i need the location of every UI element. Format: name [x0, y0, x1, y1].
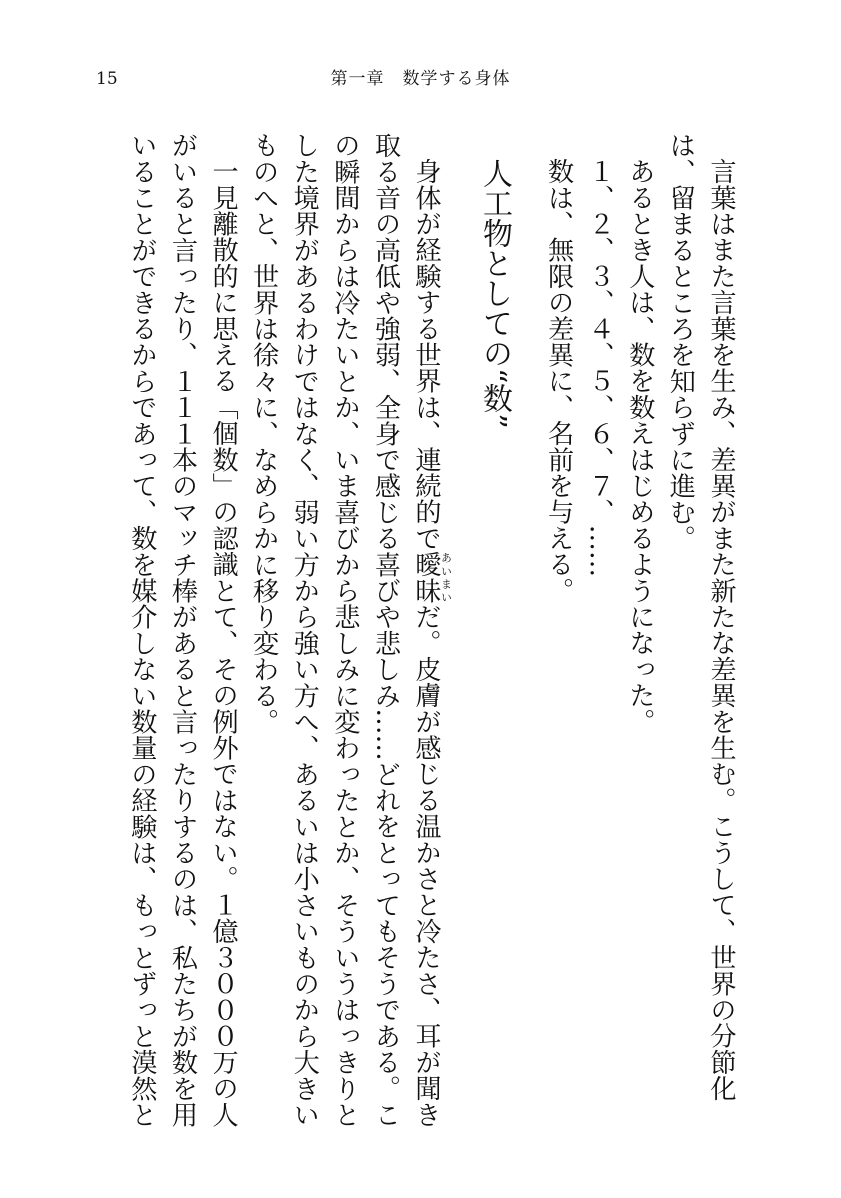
paragraph-5 — [243, 132, 452, 1132]
paragraph-3: １、２、３、４、５、６、７、…… — [584, 158, 615, 578]
paragraph-1: 言葉はまた言葉を生み、差異がまた新たな差異を生む。こうして、世界の分節化は、留まるところを知らずに進む。 — [665, 132, 736, 1102]
paragraph-2: あるとき人は、数を数えはじめるようになった。 — [624, 158, 655, 735]
vertical-body-text — [121, 132, 741, 1132]
paragraph-4: 数は、無限の差異に、名前を与える。 — [543, 158, 574, 604]
ruby-reading: あいまい — [439, 551, 453, 604]
section-heading-keyword: “数” — [477, 368, 513, 429]
page-number: 15 — [96, 69, 118, 89]
paragraph-5-start: 身体が経験する世界は、連続的で — [411, 158, 442, 552]
ruby-base: 曖昧 — [411, 551, 442, 604]
section-heading-prefix: 人工物としての — [477, 158, 513, 369]
section-heading — [477, 158, 512, 429]
paragraph-5-rest: だ。皮膚が感じる温かさと冷たさ、耳が聞き取る音の高低や強弱、全身で感じる喜びや悲しみ……どれをとってもそうである。この瞬間からは冷たいとか、いま喜びから悲しみに変わったとか、そういうはっきりとした境界があるわけではなく、弱い方から強い方へ、あるいは小さいものから大きいものへと、世界は徐々に、なめらかに移り変わる。 — [248, 132, 442, 1128]
section-heading-block — [452, 132, 538, 1132]
ruby-aimai — [411, 551, 453, 604]
paragraph-6: 一見離散的に思える「個数」の認識とて、その例外ではない。１億３０００万の人がいると言ったり、１１１本のマッチ棒があると言ったりするのは、私たちが数を用いることができるからであって、数を媒介しない数量の経験は、もっとずっと漠然と — [126, 132, 239, 1128]
running-header: 第一章 数学する身体 — [330, 69, 511, 89]
